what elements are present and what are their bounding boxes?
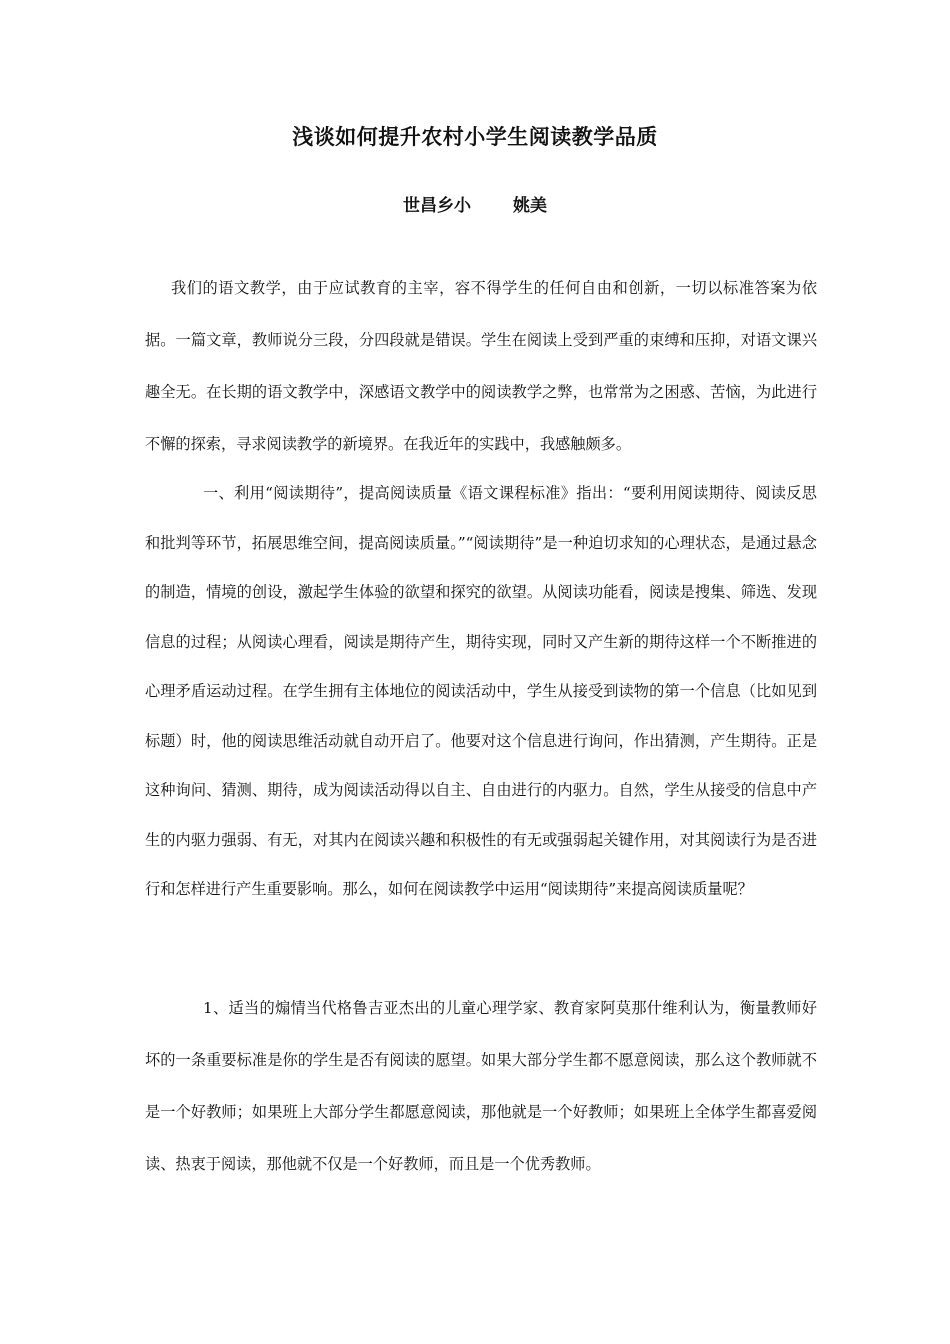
author-name: 姚美: [513, 196, 547, 216]
byline: [0, 192, 950, 220]
paragraph-section-one: 一、利用“阅读期待”，提高阅读质量《语文课程标准》指出：“要利用阅读期待、阅读反思和批判等环节，拓展思维空间，提高阅读质量。”“阅读期待”是一种迫切求知的心理状态，是通过悬念的制造，情境的创设，激起学生体验的欲望和探究的欲望。从阅读功能看，阅读是搜集、筛选、发现信息的过程；从阅读心理看，阅读是期待产生，期待实现，同时又产生新的期待这样一个不断推进的心理矛盾运动过程。在学生拥有主体地位的阅读活动中，学生从接受到读物的第一个信息（比如见到标题）时，他的阅读思维活动就自动开启了。他要对这个信息进行询问，作出猜测，产生期待。正是这种询问、猜测、期待，成为阅读活动得以自主、自由进行的内驱力。自然，学生从接受的信息中产生的内驱力强弱、有无，对其内在阅读兴趣和积极性的有无或强弱起关键作用，对其阅读行为是否进行和怎样进行产生重要影响。那么，如何在阅读教学中运用“阅读期待”来提高阅读质量呢？: [145, 484, 817, 898]
document-title: 浅谈如何提升农村小学生阅读教学品质: [292, 124, 658, 149]
paragraph-intro: 我们的语文教学，由于应试教育的主宰，容不得学生的任何自由和创新，一切以标准答案为依据。一篇文章，教师说分三段，分四段就是错误。学生在阅读上受到严重的束缚和压抑，对语文课兴趣全无。在长期的语文教学中，深感语文教学中的阅读教学之弊，也常常为之困惑、苦恼，为此进行不懈的探索，寻求阅读教学的新境界。在我近年的实践中，我感触颇多。: [145, 279, 817, 453]
school-name: 世昌乡小: [403, 196, 471, 216]
paragraph-subsection-one: 1、适当的煽情当代格鲁吉亚杰出的儿童心理学家、教育家阿莫那什维利认为，衡量教师好坏的一条重要标准是你的学生是否有阅读的愿望。如果大部分学生都不愿意阅读，那么这个教师就不是一个好教师；如果班上大部分学生都愿意阅读，那他就是一个好教师；如果班上全体学生都喜爱阅读、热衷于阅读，那他就不仅是一个好教师，而且是一个优秀教师。: [145, 999, 817, 1173]
